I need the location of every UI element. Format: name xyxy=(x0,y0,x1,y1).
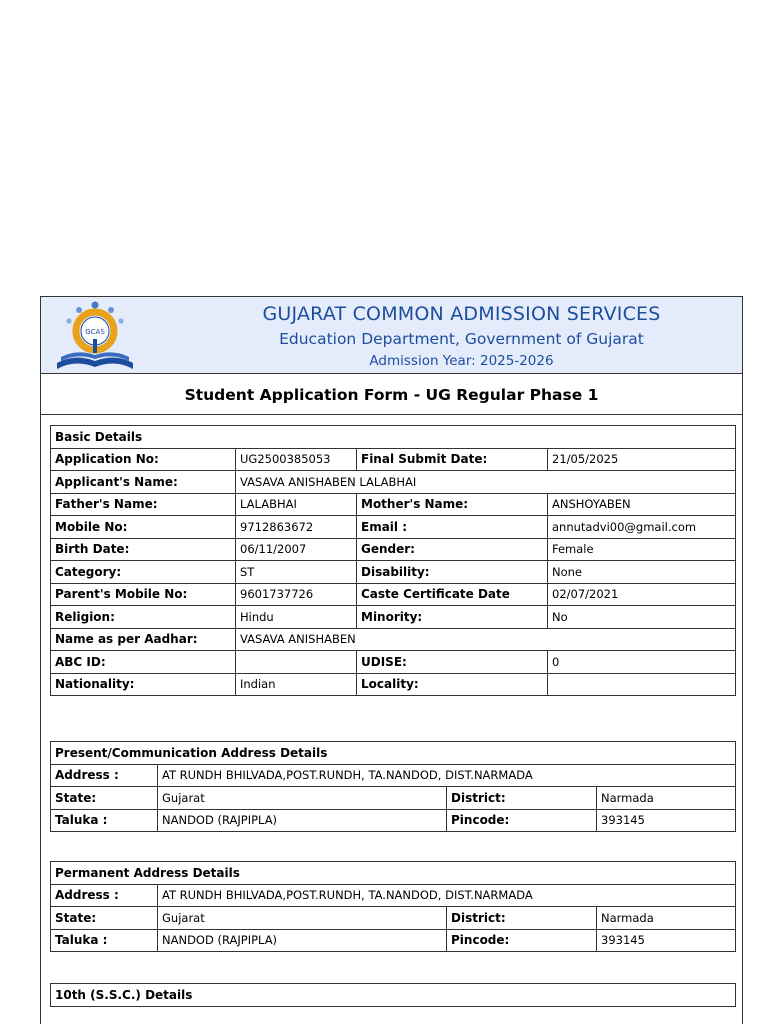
form-title: Student Application Form - UG Regular Phase 1 xyxy=(41,374,742,415)
parent-mobile-value: 9601737726 xyxy=(236,583,357,606)
field-label: Birth Date: xyxy=(51,538,236,561)
nationality-value: Indian xyxy=(236,673,357,696)
aadhar-name-value: VASAVA ANISHABEN xyxy=(236,628,736,651)
admission-year: Admission Year: 2025-2026 xyxy=(369,353,554,369)
gcas-logo-icon xyxy=(51,299,139,373)
caste-certificate-date-value: 02/07/2021 xyxy=(548,583,736,606)
locality-value xyxy=(548,673,736,696)
application-form xyxy=(40,296,743,1024)
gcas-logo-text: GCAS xyxy=(85,328,105,336)
field-label: Taluka : xyxy=(51,929,158,952)
section-heading: Present/Communication Address Details xyxy=(51,742,736,765)
disability-value: None xyxy=(548,561,736,584)
application-no-value: UG2500385053 xyxy=(236,448,357,471)
field-label: State: xyxy=(51,787,158,810)
section-heading: 10th (S.S.C.) Details xyxy=(51,984,736,1007)
field-label: Disability: xyxy=(357,561,548,584)
mother-name-value: ANSHOYABEN xyxy=(548,493,736,516)
present-state-value: Gujarat xyxy=(158,787,447,810)
field-label: Father's Name: xyxy=(51,493,236,516)
field-label: District: xyxy=(447,907,597,930)
field-label: Gender: xyxy=(357,538,548,561)
field-label: Application No: xyxy=(51,448,236,471)
permanent-taluka-value: NANDOD (RAJPIPLA) xyxy=(158,929,447,952)
field-label: State: xyxy=(51,907,158,930)
field-label: Final Submit Date: xyxy=(357,448,548,471)
category-value: ST xyxy=(236,561,357,584)
mobile-no-value: 9712863672 xyxy=(236,516,357,539)
section-heading: Basic Details xyxy=(51,426,736,449)
udise-value: 0 xyxy=(548,651,736,674)
org-subtitle: Education Department, Government of Gujarat xyxy=(279,330,644,348)
present-address-table xyxy=(50,741,736,832)
permanent-address-table xyxy=(50,861,736,952)
field-label: Caste Certificate Date xyxy=(357,583,548,606)
field-label: Mother's Name: xyxy=(357,493,548,516)
religion-value: Hindu xyxy=(236,606,357,629)
father-name-value: LALABHAI xyxy=(236,493,357,516)
field-label: Parent's Mobile No: xyxy=(51,583,236,606)
field-label: ABC ID: xyxy=(51,651,236,674)
minority-value: No xyxy=(548,606,736,629)
field-label: Name as per Aadhar: xyxy=(51,628,236,651)
present-pincode-value: 393145 xyxy=(597,809,736,832)
field-label: Nationality: xyxy=(51,673,236,696)
field-label: Category: xyxy=(51,561,236,584)
field-label: Religion: xyxy=(51,606,236,629)
field-label: Locality: xyxy=(357,673,548,696)
applicant-name-value: VASAVA ANISHABEN LALABHAI xyxy=(236,471,736,494)
present-taluka-value: NANDOD (RAJPIPLA) xyxy=(158,809,447,832)
permanent-address-value: AT RUNDH BHILVADA,POST.RUNDH, TA.NANDOD, DIST.NARMADA xyxy=(158,884,736,907)
header-text xyxy=(191,297,732,369)
section-heading: Permanent Address Details xyxy=(51,862,736,885)
field-label: Pincode: xyxy=(447,929,597,952)
permanent-state-value: Gujarat xyxy=(158,907,447,930)
field-label: Taluka : xyxy=(51,809,158,832)
present-address-value: AT RUNDH BHILVADA,POST.RUNDH, TA.NANDOD, DIST.NARMADA xyxy=(158,764,736,787)
field-label: Applicant's Name: xyxy=(51,471,236,494)
permanent-district-value: Narmada xyxy=(597,907,736,930)
abc-id-value xyxy=(236,651,357,674)
birth-date-value: 06/11/2007 xyxy=(236,538,357,561)
field-label: Address : xyxy=(51,884,158,907)
field-label: District: xyxy=(447,787,597,810)
email-value: annutadvi00@gmail.com xyxy=(548,516,736,539)
field-label: Mobile No: xyxy=(51,516,236,539)
basic-details-table xyxy=(50,425,736,696)
gender-value: Female xyxy=(548,538,736,561)
form-header xyxy=(41,297,742,374)
org-title: GUJARAT COMMON ADMISSION SERVICES xyxy=(262,303,661,325)
field-label: UDISE: xyxy=(357,651,548,674)
present-district-value: Narmada xyxy=(597,787,736,810)
field-label: Pincode: xyxy=(447,809,597,832)
permanent-pincode-value: 393145 xyxy=(597,929,736,952)
field-label: Address : xyxy=(51,764,158,787)
field-label: Email : xyxy=(357,516,548,539)
ssc-details-table xyxy=(50,983,736,1007)
final-submit-date-value: 21/05/2025 xyxy=(548,448,736,471)
field-label: Minority: xyxy=(357,606,548,629)
